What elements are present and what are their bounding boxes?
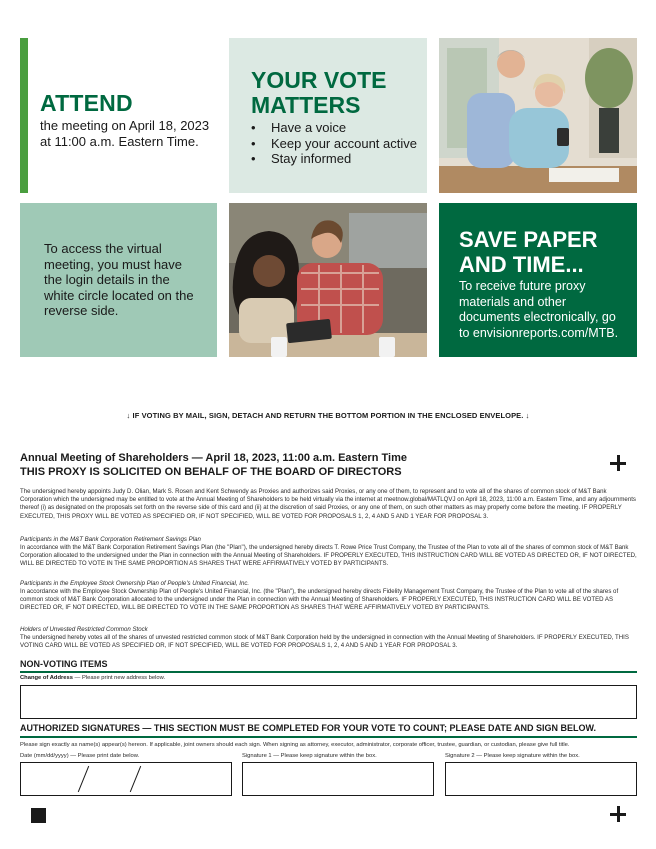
list-item: • Stay informed (251, 151, 352, 166)
registration-square-icon (31, 808, 46, 823)
tablet-photo-illustration (229, 203, 427, 357)
attend-title: ATTEND (40, 90, 133, 116)
vote-matters-panel (229, 38, 427, 193)
signature-2-box[interactable] (445, 762, 637, 796)
detach-notice: ↓ IF VOTING BY MAIL, SIGN, DETACH AND RETURN THE BOTTOM PORTION IN THE ENCLOSED ENVELOPE. ↓ (126, 411, 530, 420)
signatures-title: AUTHORIZED SIGNATURES — THIS SECTION MUST BE COMPLETED FOR YOUR VOTE TO COUNT; PLEASE DATE AND SIGN BELOW. (20, 723, 597, 733)
date-label: Date (mm/dd/yyyy) — Please print date below. (20, 753, 140, 759)
attend-panel (20, 38, 217, 193)
section-text: The undersigned hereby votes all of the shares of unvested restricted common stock of M&T Bank Corporation held by the undersigned in connection with the Annual Meeting of Shareholders. IF PROPERLY EXECUTED, THIS VOTING CARD WILL BE VOTED AS SPECIFIED OR, IF NOT SPECIFIED, WILL BE VOTED FOR PROPOSALS 1, 2, 4 AND 5 AND 1 YEAR FOR PROPOSAL 3. (20, 634, 629, 650)
section-heading: Participants in the Employee Stock Ownership Plan of People's United Financial, Inc. (20, 580, 250, 587)
bullet-icon: • (251, 120, 256, 135)
change-of-address-label: Change of Address — Please print new address below. (20, 675, 166, 681)
non-voting-title: NON-VOTING ITEMS (20, 659, 108, 669)
virtual-access-panel (20, 203, 217, 357)
save-title: SAVE PAPER AND TIME... (459, 227, 598, 277)
registration-mark-icon (610, 455, 626, 471)
vote-title: YOUR VOTE MATTERS (251, 67, 387, 118)
signature-1-label: Signature 1 — Please keep signature within the box. (242, 753, 377, 759)
section-heading: Holders of Unvested Restricted Common Stock (20, 626, 148, 633)
access-text: To access the virtual meeting, you must have the login details in the white circle located on the reverse side. (44, 241, 194, 318)
change-of-address-input[interactable] (20, 685, 637, 719)
section-divider (20, 671, 637, 673)
section-heading: Participants in the M&T Bank Corporation Retirement Savings Plan (20, 536, 201, 543)
signature-2-label: Signature 2 — Please keep signature within the box. (445, 753, 580, 759)
date-separator (78, 766, 89, 792)
date-separator (130, 766, 141, 792)
couple-photo-illustration (439, 38, 637, 193)
section-divider (20, 736, 637, 738)
section-text: In accordance with the M&T Bank Corporation Retirement Savings Plan (the "Plan"), the undersigned hereby directs T. Rowe Price Trust Company, the Trustee of the Plan to vote all of the shares of common stock of M&T Bank Corporation allocated to the undersigned under the Plan in connection with the Annual Meeting of Shareholders. IF PROPERLY EXECUTED, THIS INSTRUCTION CARD WILL BE VOTED AS DIRECTED OR, IF NOT DIRECTED, WILL BE DIRECTED TO VOTE IN THE SAME PROPORTION AS SHARES THAT WERE AFFIRMATIVELY VOTED BY PARTICIPANTS. (20, 544, 637, 568)
list-item: • Keep your account active (251, 135, 417, 151)
bullet-icon: • (251, 135, 256, 151)
signature-1-box[interactable] (242, 762, 434, 796)
save-paper-panel (439, 203, 637, 357)
attend-text: the meeting on April 18, 2023 at 11:00 a.m. Eastern Time. (40, 118, 210, 149)
list-item: • Have a voice (251, 120, 347, 135)
signature-instructions: Please sign exactly as name(s) appear(s) hereon. If applicable, joint owners should each sign. When signing as attorney, executor, administrator, corporate officer, trustee, guardian, or custodian, please give full title. (20, 742, 570, 748)
registration-mark-icon (610, 806, 626, 822)
tablet-photo (229, 203, 427, 357)
meeting-title: Annual Meeting of Shareholders — April 18, 2023, 11:00 a.m. Eastern Time (20, 452, 407, 464)
date-input[interactable] (20, 762, 232, 796)
save-text: To receive future proxy materials and other documents electronically, go to envisionreports.com/MTB. (459, 279, 619, 340)
couple-photo (439, 38, 637, 193)
bullet-icon: • (251, 151, 256, 166)
section-text: In accordance with the Employee Stock Ownership Plan of People's United Financial, Inc. (the "Plan"), the undersigned hereby directs Fidelity Management Trust Company, the Trustee of the Plan to vote all of the shares of common stock of M&T Bank Corporation allocated to the undersigned under the Plan in connection with the Annual Meeting of Shareholders. IF PROPERLY EXECUTED, THIS INSTRUCTION CARD WILL BE VOTED AS DIRECTED OR, IF NOT DIRECTED, WILL BE DIRECTED TO VOTE IN THE SAME PROPORTION AS SHARES THAT WERE AFFIRMATIVELY VOTED BY PARTICIPANTS. (20, 588, 619, 612)
vote-bullet-list (251, 120, 419, 167)
proxy-solicited-title: THIS PROXY IS SOLICITED ON BEHALF OF THE BOARD OF DIRECTORS (20, 466, 402, 478)
proxy-intro-text: The undersigned hereby appoints Judy D. Olian, Mark S. Rosen and Kent Schwendy as Proxies and authorizes said Proxies, or any one of them, to represent and to vote all of the shares of common stock of M&T Bank Corporation which the undersigned may be entitled to vote at the Annual Meeting of Shareholders to be held virtually via the internet at meetnow.global/MATLQVJ on April 18, 2023, 11:00 a.m. Eastern Time, and any adjournments thereof (i) as designated on the proposals set forth on the reverse side of this card and (ii) at the discretion of said Proxies, or any one of them, on such other matters as may properly come before the meeting. IF PROPERLY EXECUTED, THIS PROXY WILL BE VOTED AS SPECIFIED OR, IF NOT SPECIFIED, WILL BE VOTED FOR PROPOSALS 1, 2, 4 AND 5 AND 1 YEAR FOR PROPOSAL 3. (20, 488, 636, 520)
